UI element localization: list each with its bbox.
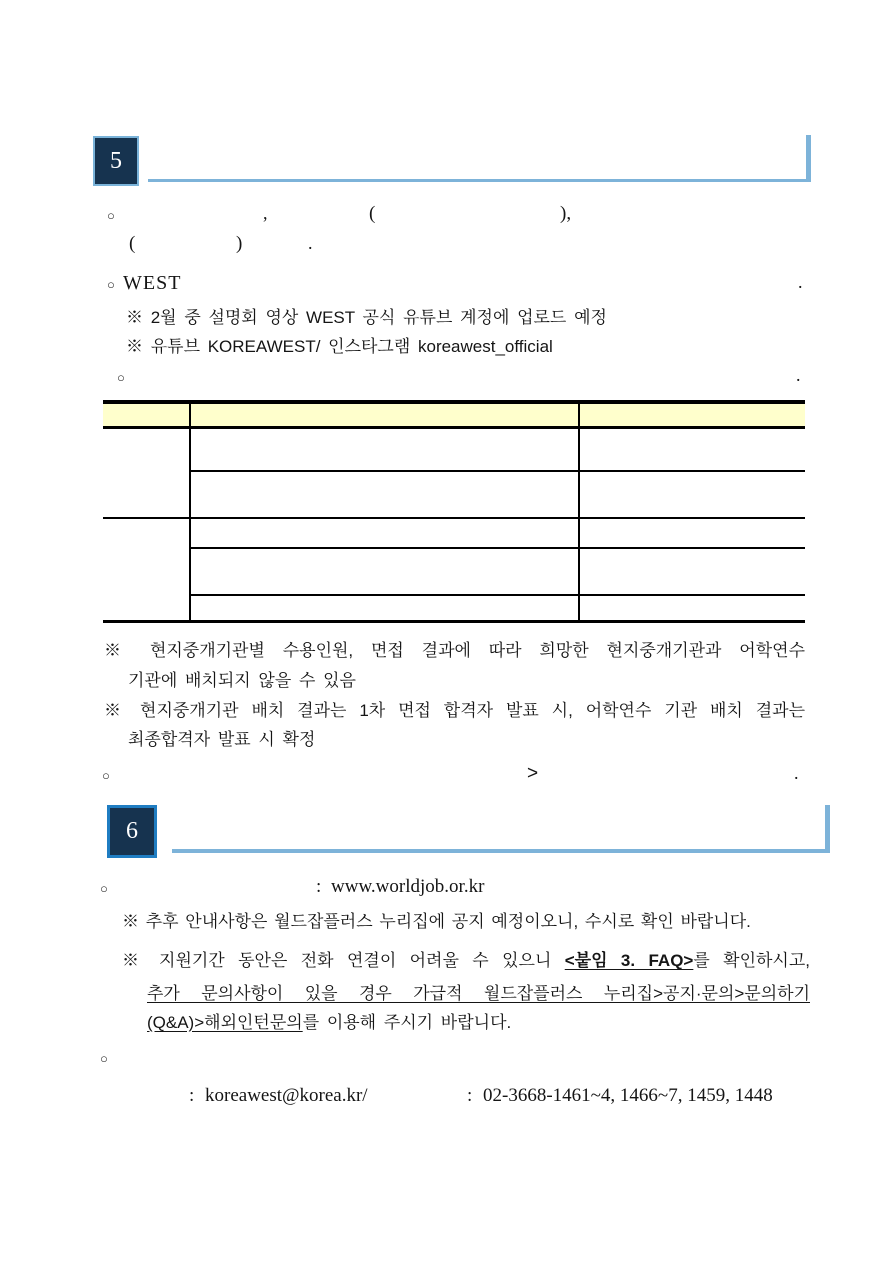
bullet4-period: . — [794, 763, 799, 783]
section-5-underline — [148, 179, 811, 182]
table-header-border — [103, 426, 805, 429]
url-colon: : — [316, 876, 322, 897]
section-6-number: 6 — [126, 818, 138, 844]
contact-email: koreawest@korea.kr/ — [205, 1085, 368, 1106]
faq-note-line3 — [147, 1012, 511, 1034]
faq-attachment-ref: <붙임 3. FAQ> — [564, 951, 694, 970]
subnote-sns-accounts: ※ 유튜브 KOREAWEST/ 인스타그램 koreawest_official — [126, 337, 553, 356]
notice-note1: ※ 추후 안내사항은 월드잡플러스 누리집에 공지 예정이오니, 수시로 확인 바랍니다. — [122, 912, 751, 931]
faq-note-prefix: ※ 지원기간 동안은 전화 연결이 어려울 수 있으니 — [122, 951, 565, 970]
bullet-marker: ○ — [107, 208, 115, 223]
bullet1-comma: , — [263, 203, 268, 223]
worldjob-url: www.worldjob.or.kr — [331, 876, 485, 897]
bullet1-close-paren: ), — [560, 203, 572, 224]
bullet3-period: . — [796, 365, 801, 385]
bullet1-line2-period: . — [308, 233, 313, 253]
section-5-badge — [93, 136, 139, 186]
table-note1-line1: ※ 현지중개기관별 수용인원, 면접 결과에 따라 희망한 현지중개기관과 어학연수 — [104, 641, 805, 660]
bullet-marker: ○ — [100, 881, 108, 896]
table-row-line — [189, 470, 805, 472]
faq-note-line3-rest: 를 이용해 주시기 바랍니다. — [302, 1013, 512, 1032]
bullet4-gt: > — [527, 763, 539, 784]
section-6-badge — [107, 805, 157, 858]
table-border-bottom — [103, 620, 805, 624]
table-col-divider-1 — [189, 400, 191, 623]
subnote-youtube-upload: ※ 2월 중 설명회 영상 WEST 공식 유튜브 계정에 업로드 예정 — [126, 308, 607, 327]
table-note2-line2: 최종합격자 발표 시 확정 — [128, 730, 316, 749]
bullet2-period: . — [798, 272, 803, 292]
table-border-top — [103, 400, 805, 404]
placement-table — [103, 400, 805, 623]
section-6-right-bar — [825, 805, 830, 853]
section-6-underline — [172, 849, 826, 853]
table-row-line — [189, 594, 805, 596]
bullet1-line2-open-paren: ( — [129, 233, 136, 254]
table-group-line — [103, 517, 805, 519]
qna-path: (Q&A)>해외인턴문의 — [147, 1013, 303, 1032]
bullet-marker: ○ — [100, 1051, 108, 1066]
bullet-marker: ○ — [117, 370, 125, 385]
bullet1-line2-close-paren: ) — [236, 233, 243, 254]
west-label: WEST — [123, 272, 182, 294]
faq-note-line2: 추가 문의사항이 있을 경우 가급적 월드잡플러스 누리집>공지·문의>문의하기 — [147, 984, 810, 1003]
faq-note-line1 — [122, 950, 810, 972]
table-note2-line1: ※ 현지중개기관 배치 결과는 1차 면접 합격자 발표 시, 어학연수 기관 배치 결과는 — [104, 701, 805, 720]
bullet-marker: ○ — [102, 768, 110, 783]
contact-phone: 02-3668-1461~4, 1466~7, 1459, 1448 — [483, 1085, 773, 1106]
table-row-line — [189, 547, 805, 549]
section-5-number: 5 — [110, 147, 122, 174]
table-header-row — [103, 403, 805, 427]
bullet1-open-paren: ( — [369, 203, 376, 224]
table-note1-line2: 기관에 배치되지 않을 수 있음 — [128, 671, 356, 690]
email-colon: : — [189, 1085, 195, 1106]
phone-colon: : — [467, 1085, 473, 1106]
faq-note-suffix: 를 확인하시고, — [693, 951, 810, 970]
table-col-divider-2 — [578, 400, 580, 623]
section-5-right-bar — [806, 135, 811, 182]
bullet-marker: ○ — [107, 277, 115, 292]
